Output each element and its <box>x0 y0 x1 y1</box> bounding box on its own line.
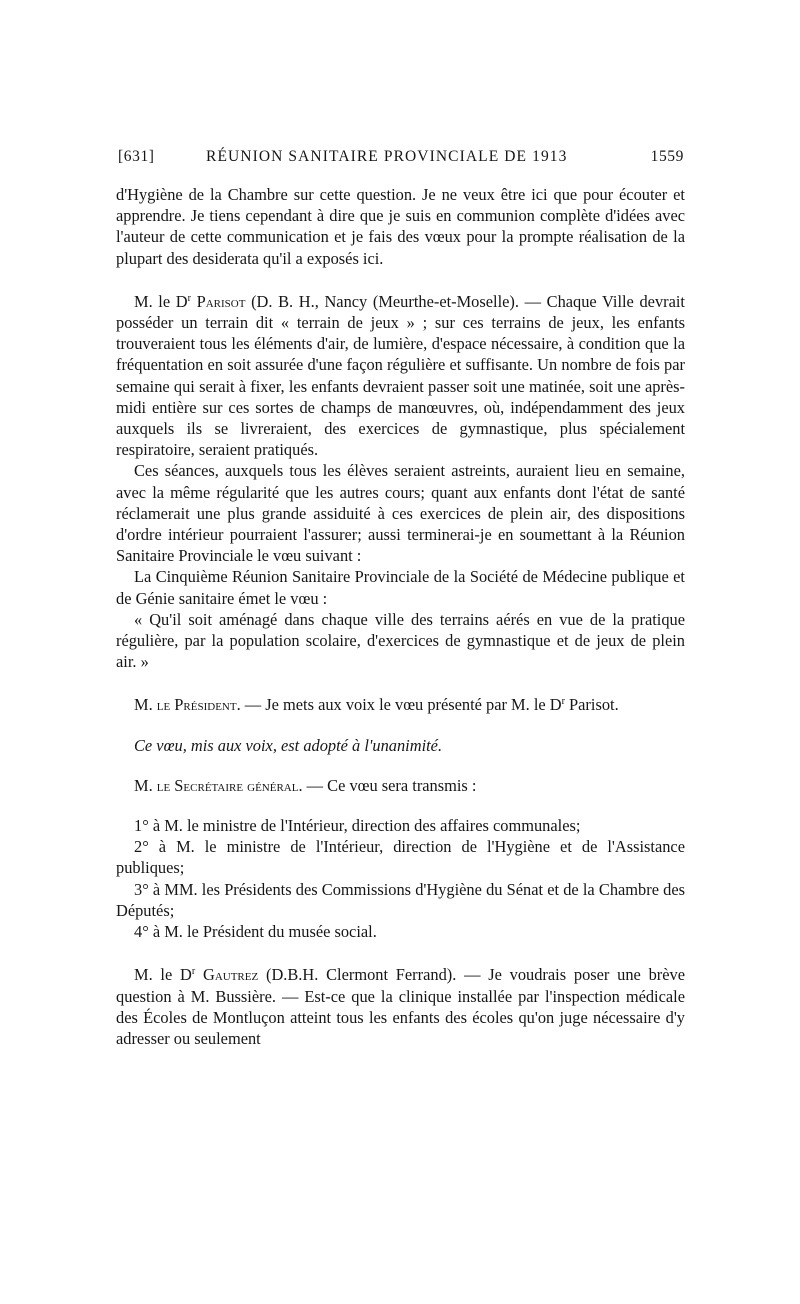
paragraph-text: (D.B.H. Clermont Ferrand). — Je voudrais poser une brève question à M. Bussière. — Est-ce que la clinique installée par l'inspection médicale des Écoles de Montluçon atteint tous les enfants des écoles qu'on juge nécessaire d'y adresser ou seulement <box>116 965 685 1048</box>
speaker-prefix: M. le D <box>134 291 188 311</box>
paragraph-gautrez <box>116 964 685 1049</box>
superscript: r <box>187 292 191 304</box>
paragraph-resolution-quote: « Qu'il soit aménagé dans chaque ville des terrains aérés en vue de la pratique régulière, par la population scolaire, d'exercices de gymnastique et de jeux de plein air. » <box>116 609 685 672</box>
list-item: 3° à MM. les Présidents des Commissions d'Hygiène du Sénat et de la Chambre des Députés; <box>116 879 685 920</box>
page-number: 1559 <box>650 148 684 165</box>
list-item: 2° à M. le ministre de l'Intérieur, direction de l'Hygiène et de l'Assistance publiques; <box>116 837 685 878</box>
paragraph-text: — Ce vœu sera transmis : <box>302 775 477 795</box>
speaker-name: M. le Secrétaire général. <box>134 775 303 795</box>
running-title: RÉUNION SANITAIRE PROVINCIALE DE 1913 <box>206 148 568 165</box>
list-item: 4° à M. le Président du musée social. <box>134 922 377 942</box>
body-text <box>116 184 685 1049</box>
speaker-name: Parisot <box>196 291 246 311</box>
paragraph-parisot <box>116 291 685 461</box>
paragraph-seances: Ces séances, auxquels tous les élèves seraient astreints, auraient lieu en semaine, avec la même régularité que les autres cours; quant aux enfants dont l'état de santé réclamerait une plus grande assiduité à ces exercices de plein air, des dispositions d'ordre intérieur pourraient l'assurer; aussi terminerai-je en soumettant à la Réunion Sanitaire Provinciale le vœu suivant : <box>116 461 685 566</box>
superscript: r <box>191 966 196 978</box>
paragraph-text: Parisot. <box>564 695 619 715</box>
speaker-prefix: M. le D <box>134 965 192 985</box>
page-tag: [631] <box>118 148 155 165</box>
paragraph-secretary <box>116 775 685 796</box>
paragraph-president <box>116 694 685 715</box>
superscript: r <box>561 696 565 708</box>
paragraph-text: — Je mets aux voix le vœu présenté par M. le D <box>240 695 562 715</box>
running-header <box>118 148 684 170</box>
list-item: 1° à M. le ministre de l'Intérieur, direction des affaires communales; <box>134 816 581 836</box>
paragraph-vote-result: Ce vœu, mis aux voix, est adopté à l'unanimité. <box>134 735 443 755</box>
paragraph-resolution-intro: La Cinquième Réunion Sanitaire Provinciale de la Société de Médecine publique et de Génie sanitaire émet le vœu : <box>116 567 685 608</box>
speaker-name: M. le Président. <box>134 695 241 715</box>
paragraph-continuation: d'Hygiène de la Chambre sur cette question. Je ne veux être ici que pour écouter et apprendre. Je tiens cependant à dire que je suis en communion complète d'idées avec l'auteur de cette communication et je fais des vœux pour la prompte réalisation de la plupart des desiderata qu'il a exposés ici. <box>116 185 685 268</box>
speaker-name: Gautrez <box>202 965 259 985</box>
paragraph-text: (D. B. H., Nancy (Meurthe-et-Moselle). — Chaque Ville devrait posséder un terrain dit « terrain de jeux » ; sur ces terrains de jeux, les enfants trouveraient tous les éléments d'air, de lumière, d'espace nécessaire, à condition que la fréquentation en soit assurée d'une façon régulière et suffisante. Un nombre de fois par semaine qui serait à fixer, les enfants devraient passer soit une matinée, soit une après-midi entière sur ces sortes de champs de manœuvres, où, indépendamment des jeux auxquels ils se livreraient, des exercices de gymnastique, plus spécialement respiratoire, seraient pratiqués. <box>116 291 685 460</box>
